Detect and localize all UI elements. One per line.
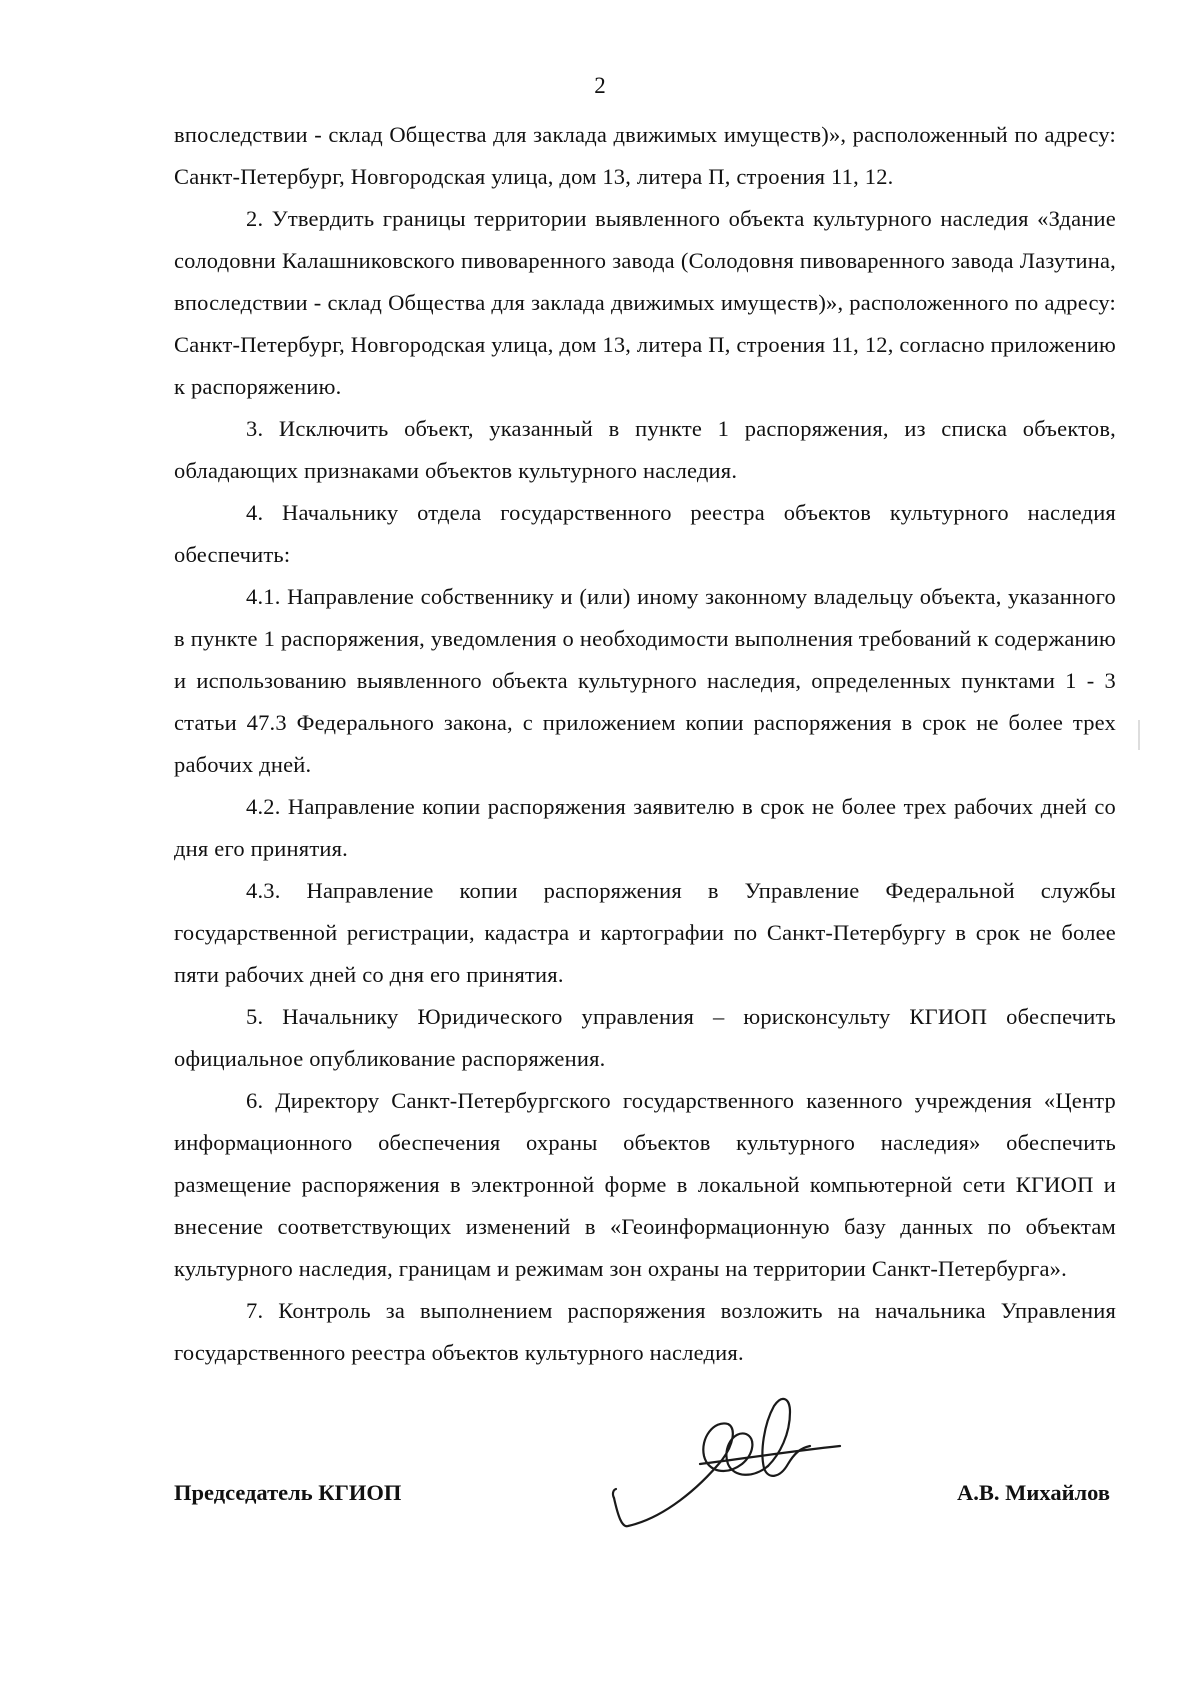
handwritten-signature [604, 1368, 854, 1558]
paragraph-4-2: 4.2. Направление копии распоряжения заявителю в срок не более трех рабочих дней со дня его принятия. [174, 794, 1116, 861]
paragraph-4-1: 4.1. Направление собственнику и (или) иному законному владельцу объекта, указанного в пункте 1 распоряжения, уведомления о необходимости выполнения требований к содержанию и использованию выявленного объекта культурного наследия, определенных пунктами 1 - 3 статьи 47.3 Федерального закона, с приложением копии распоряжения в срок не более трех рабочих дней. [174, 584, 1116, 777]
paragraph-4-3: 4.3. Направление копии распоряжения в Управление Федеральной службы государственной регистрации, кадастра и картографии по Санкт-Петербургу в срок не более пяти рабочих дней со дня его принятия. [174, 878, 1116, 987]
signatory-name: А.В. Михайлов [957, 1480, 1110, 1505]
document-body [174, 114, 1116, 1374]
signature-block [174, 1478, 1116, 1518]
paragraph-6: 6. Директору Санкт-Петербургского государственного казенного учреждения «Центр информационного обеспечения охраны объектов культурного наследия» обеспечить размещение распоряжения в электронной форме в локальной компьютерной сети КГИОП и внесение соответствующих изменений в «Геоинформационную базу данных по объектам культурного наследия, границам и режимам зон охраны на территории Санкт-Петербурга». [174, 1088, 1116, 1281]
paragraph-4: 4. Начальнику отдела государственного реестра объектов культурного наследия обеспечить: [174, 500, 1116, 567]
signatory-title: Председатель КГИОП [174, 1480, 402, 1505]
paragraph-5: 5. Начальнику Юридического управления – юрисконсульту КГИОП обеспечить официальное опубликование распоряжения. [174, 1004, 1116, 1071]
paragraph-3: 3. Исключить объект, указанный в пункте 1 распоряжения, из списка объектов, обладающих признаками объектов культурного наследия. [174, 416, 1116, 483]
paragraph-2: 2. Утвердить границы территории выявленного объекта культурного наследия «Здание солодовни Калашниковского пивоваренного завода (Солодовня пивоваренного завода Лазутина, впоследствии - склад Общества для заклада движимых имуществ)», расположенного по адресу: Санкт-Петербург, Новгородская улица, дом 13, литера П, строения 11, 12, согласно приложению к распоряжению. [174, 206, 1116, 399]
paragraph-7: 7. Контроль за выполнением распоряжения возложить на начальника Управления государственного реестра объектов культурного наследия. [174, 1298, 1116, 1365]
scan-artifact-mark [1138, 720, 1140, 750]
page-number: 2 [594, 73, 606, 98]
paragraph-continuation: впоследствии - склад Общества для заклада движимых имуществ)», расположенный по адресу: Санкт-Петербург, Новгородская улица, дом 13, литера П, строения 11, 12. [174, 122, 1116, 189]
